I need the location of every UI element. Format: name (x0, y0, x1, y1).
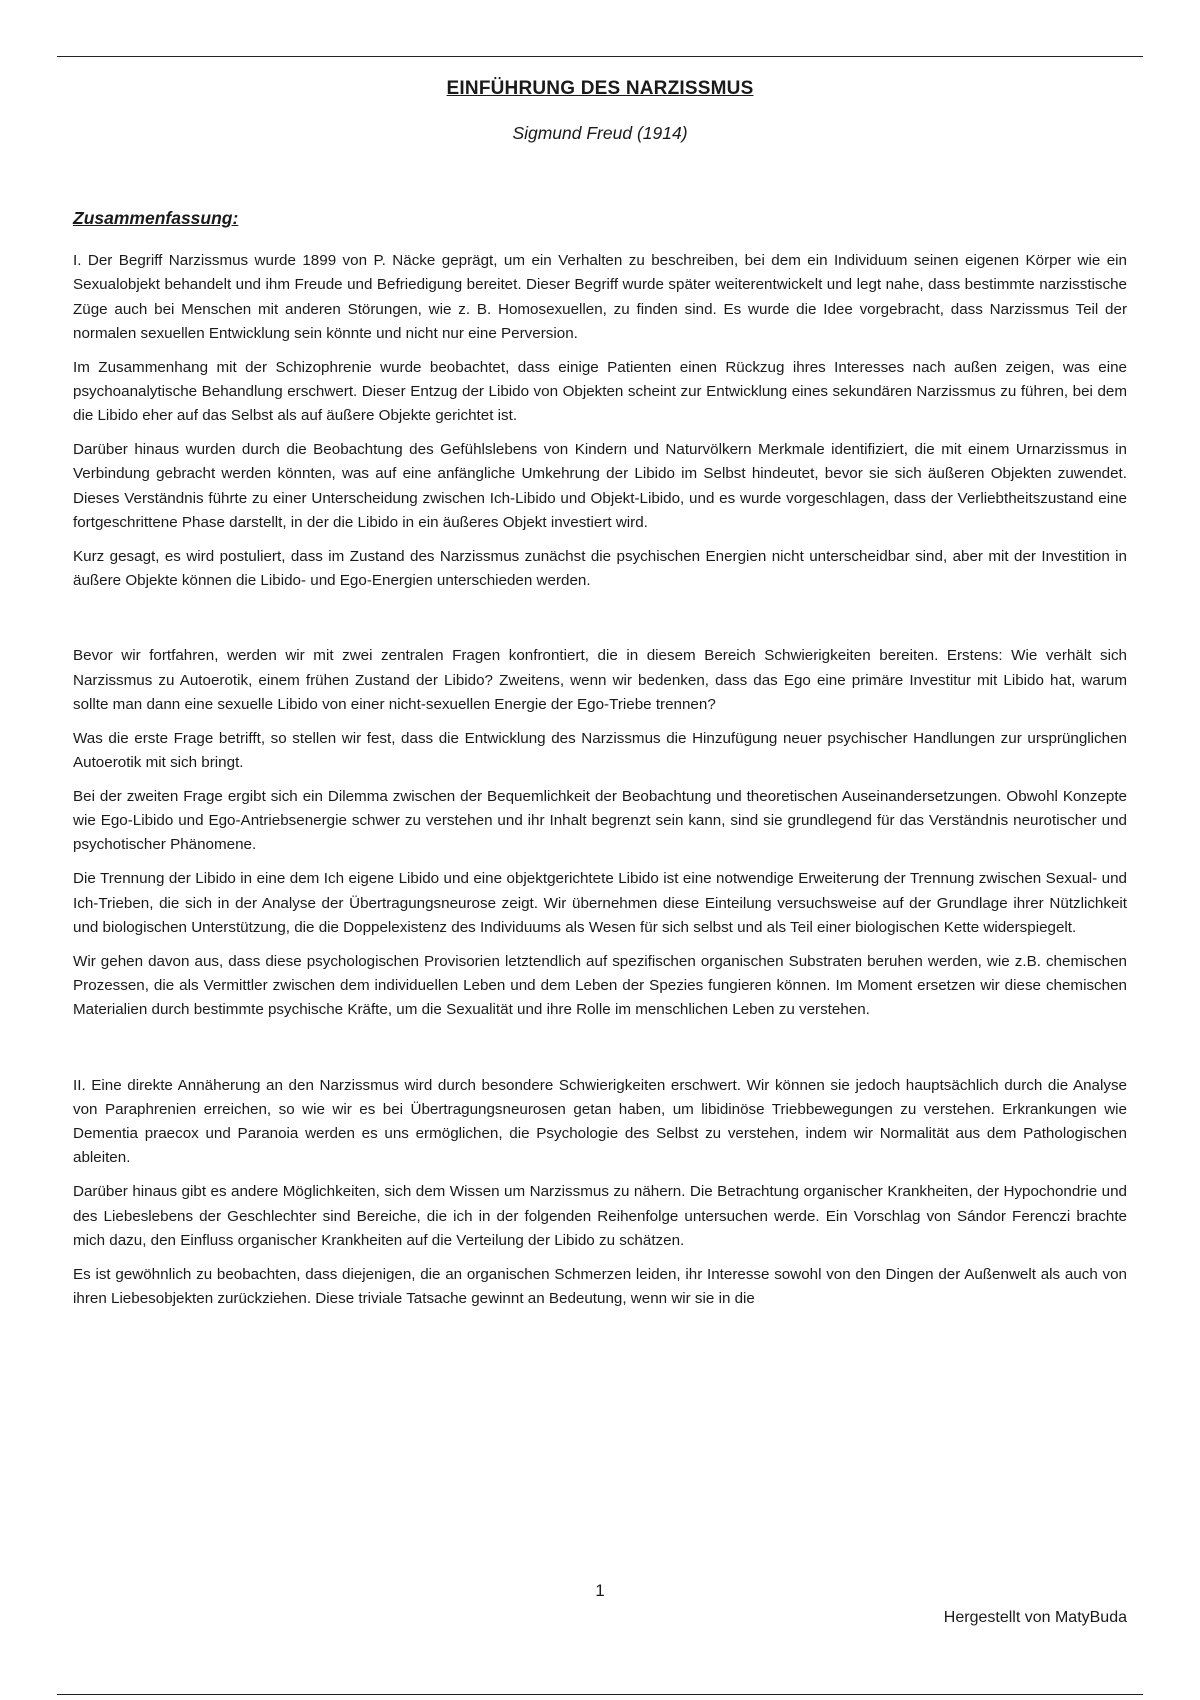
top-rule (57, 56, 1143, 57)
page-number: 1 (595, 1581, 605, 1600)
section-heading: Zusammenfassung: (73, 208, 239, 228)
bottom-rule (57, 1694, 1143, 1695)
paragraph: II. Eine direkte Annäherung an den Narzissmus wird durch besondere Schwierigkeiten erschwert. Wir können sie jedoch hauptsächlich durch die Analyse von Paraphrenien erreichen, so wie wir es bei Übertragungsneurosen getan haben, um libidinöse Triebbewegungen zu verstehen. Erkrankungen wie Dementia praecox und Paranoia werden es uns ermöglichen, die Psychologie des Selbst zu verstehen, indem wir Normalität aus dem Pathologischen ableiten. (73, 1076, 1127, 1167)
document-author: Sigmund Freud (1914) (512, 123, 688, 143)
paragraph: I. Der Begriff Narzissmus wurde 1899 von P. Näcke geprägt, um ein Verhalten zu beschreiben, bei dem ein Individuum seinen eigenen Körper wie ein Sexualobjekt behandelt und ihm Freude und Befriedigung bereitet. Dieser Begriff wurde später weiterentwickelt und legt nahe, dass bestimmte narzisstische Züge auch bei Menschen mit anderen Störungen, wie z. B. Homosexuellen, zu finden sind. Es wurde die Idee vorgebracht, dass Narzissmus Teil der normalen sexuellen Entwicklung sein könnte und nicht nur eine Perversion. (73, 252, 1127, 342)
paragraph: Bevor wir fortfahren, werden wir mit zwei zentralen Fragen konfrontiert, die in diesem Bereich Schwierigkeiten bereiten. Erstens: Wie verhält sich Narzissmus zu Autoerotik, einem frühen Zustand der Libido? Zweitens, wenn wir bedenken, dass das Ego eine primäre Investitur mit Libido hat, warum sollte man dann eine sexuelle Libido von einer nicht-sexuellen Energie der Ego-Triebe trennen? (73, 647, 1127, 713)
paragraph: Darüber hinaus gibt es andere Möglichkeiten, sich dem Wissen um Narzissmus zu nähern. Die Betrachtung organischer Krankheiten, der Hypochondrie und des Liebeslebens der Geschlechter sind Bereiche, die ich in der folgenden Reihenfolge untersuchen werde. Ein Vorschlag von Sándor Ferenczi brachte mich dazu, den Einfluss organischer Krankheiten auf die Verteilung der Libido zu schätzen. (73, 1183, 1127, 1249)
paragraph: Bei der zweiten Frage ergibt sich ein Dilemma zwischen der Bequemlichkeit der Beobachtung und theoretischen Auseinandersetzungen. Obwohl Konzepte wie Ego-Libido und Ego-Antriebsenergie schwer zu verstehen und ihr Inhalt begrenzt sein kann, sind sie grundlegend für das Verständnis neurotischer und psychotischer Phänomene. (73, 787, 1127, 854)
paragraph: Was die erste Frage betrifft, so stellen wir fest, dass die Entwicklung des Narzissmus die Hinzufügung neuer psychischer Handlungen zur ursprünglichen Autoerotik mit sich bringt. (73, 729, 1127, 772)
body-text (73, 249, 1127, 1321)
paragraph: Es ist gewöhnlich zu beobachten, dass diejenigen, die an organischen Schmerzen leiden, ihr Interesse sowohl von den Dingen der Außenwelt als auch von ihren Liebesobjekten zurückziehen. Diese triviale Tatsache gewinnt an Bedeutung, wenn wir sie in die (73, 1265, 1127, 1307)
document-title: EINFÜHRUNG DES NARZISSMUS (446, 78, 754, 99)
paragraph: Kurz gesagt, es wird postuliert, dass im Zustand des Narzissmus zunächst die psychischen Energien nicht unterscheidbar sind, aber mit der Investition in äußere Objekte können die Libido- und Ego-Energien unterschieden werden. (73, 547, 1127, 590)
paragraph: Wir gehen davon aus, dass diese psychologischen Provisorien letztendlich auf spezifischen organischen Substraten beruhen werden, wie z.B. chemischen Prozessen, die als Vermittler zwischen dem individuellen Leben und dem Leben der Spezies fungieren können. Im Moment ersetzen wir diese chemischen Materialien durch bestimmte psychische Kräfte, um die Sexualität und ihre Rolle im menschlichen Leben zu verstehen. (73, 952, 1127, 1019)
paragraph: Die Trennung der Libido in eine dem Ich eigene Libido und eine objektgerichtete Libido ist eine notwendige Erweiterung der Trennung zwischen Sexual- und Ich-Trieben, die sich in der Analyse der Übertragungsneurose zeigt. Wir übernehmen diese Einteilung versuchsweise auf der Grundlage ihrer Nützlichkeit und biologischen Unterstützung, die die Doppelexistenz des Individuums als Wesen für sich selbst und als Teil einer biologischen Kette widerspiegelt. (73, 870, 1127, 936)
paragraph: Darüber hinaus wurden durch die Beobachtung des Gefühlslebens von Kindern und Naturvölkern Merkmale identifiziert, die mit einem Urnarzissmus in Verbindung gebracht werden könnten, was auf eine anfängliche Umkehrung der Libido im Selbst hindeutet, bevor sie sich äußeren Objekten zuwendet. Dieses Verständnis führte zu einer Unterscheidung zwischen Ich-Libido und Objekt-Libido, und es wurde vorgeschlagen, dass der Verliebtheitszustand eine fortgeschrittene Phase darstellt, in der die Libido in ein äußeres Objekt investiert wird. (73, 441, 1127, 531)
footer-credit: Hergestellt von MatyBuda (943, 1609, 1127, 1626)
paragraph: Im Zusammenhang mit der Schizophrenie wurde beobachtet, dass einige Patienten einen Rückzug ihres Interesses nach außen zeigen, was eine psychoanalytische Behandlung erschwert. Dieser Entzug der Libido von Objekten scheint zur Entwicklung eines sekundären Narzissmus zu führen, bei dem die Libido eher auf das Selbst als auf äußere Objekte gerichtet ist. (73, 358, 1127, 425)
